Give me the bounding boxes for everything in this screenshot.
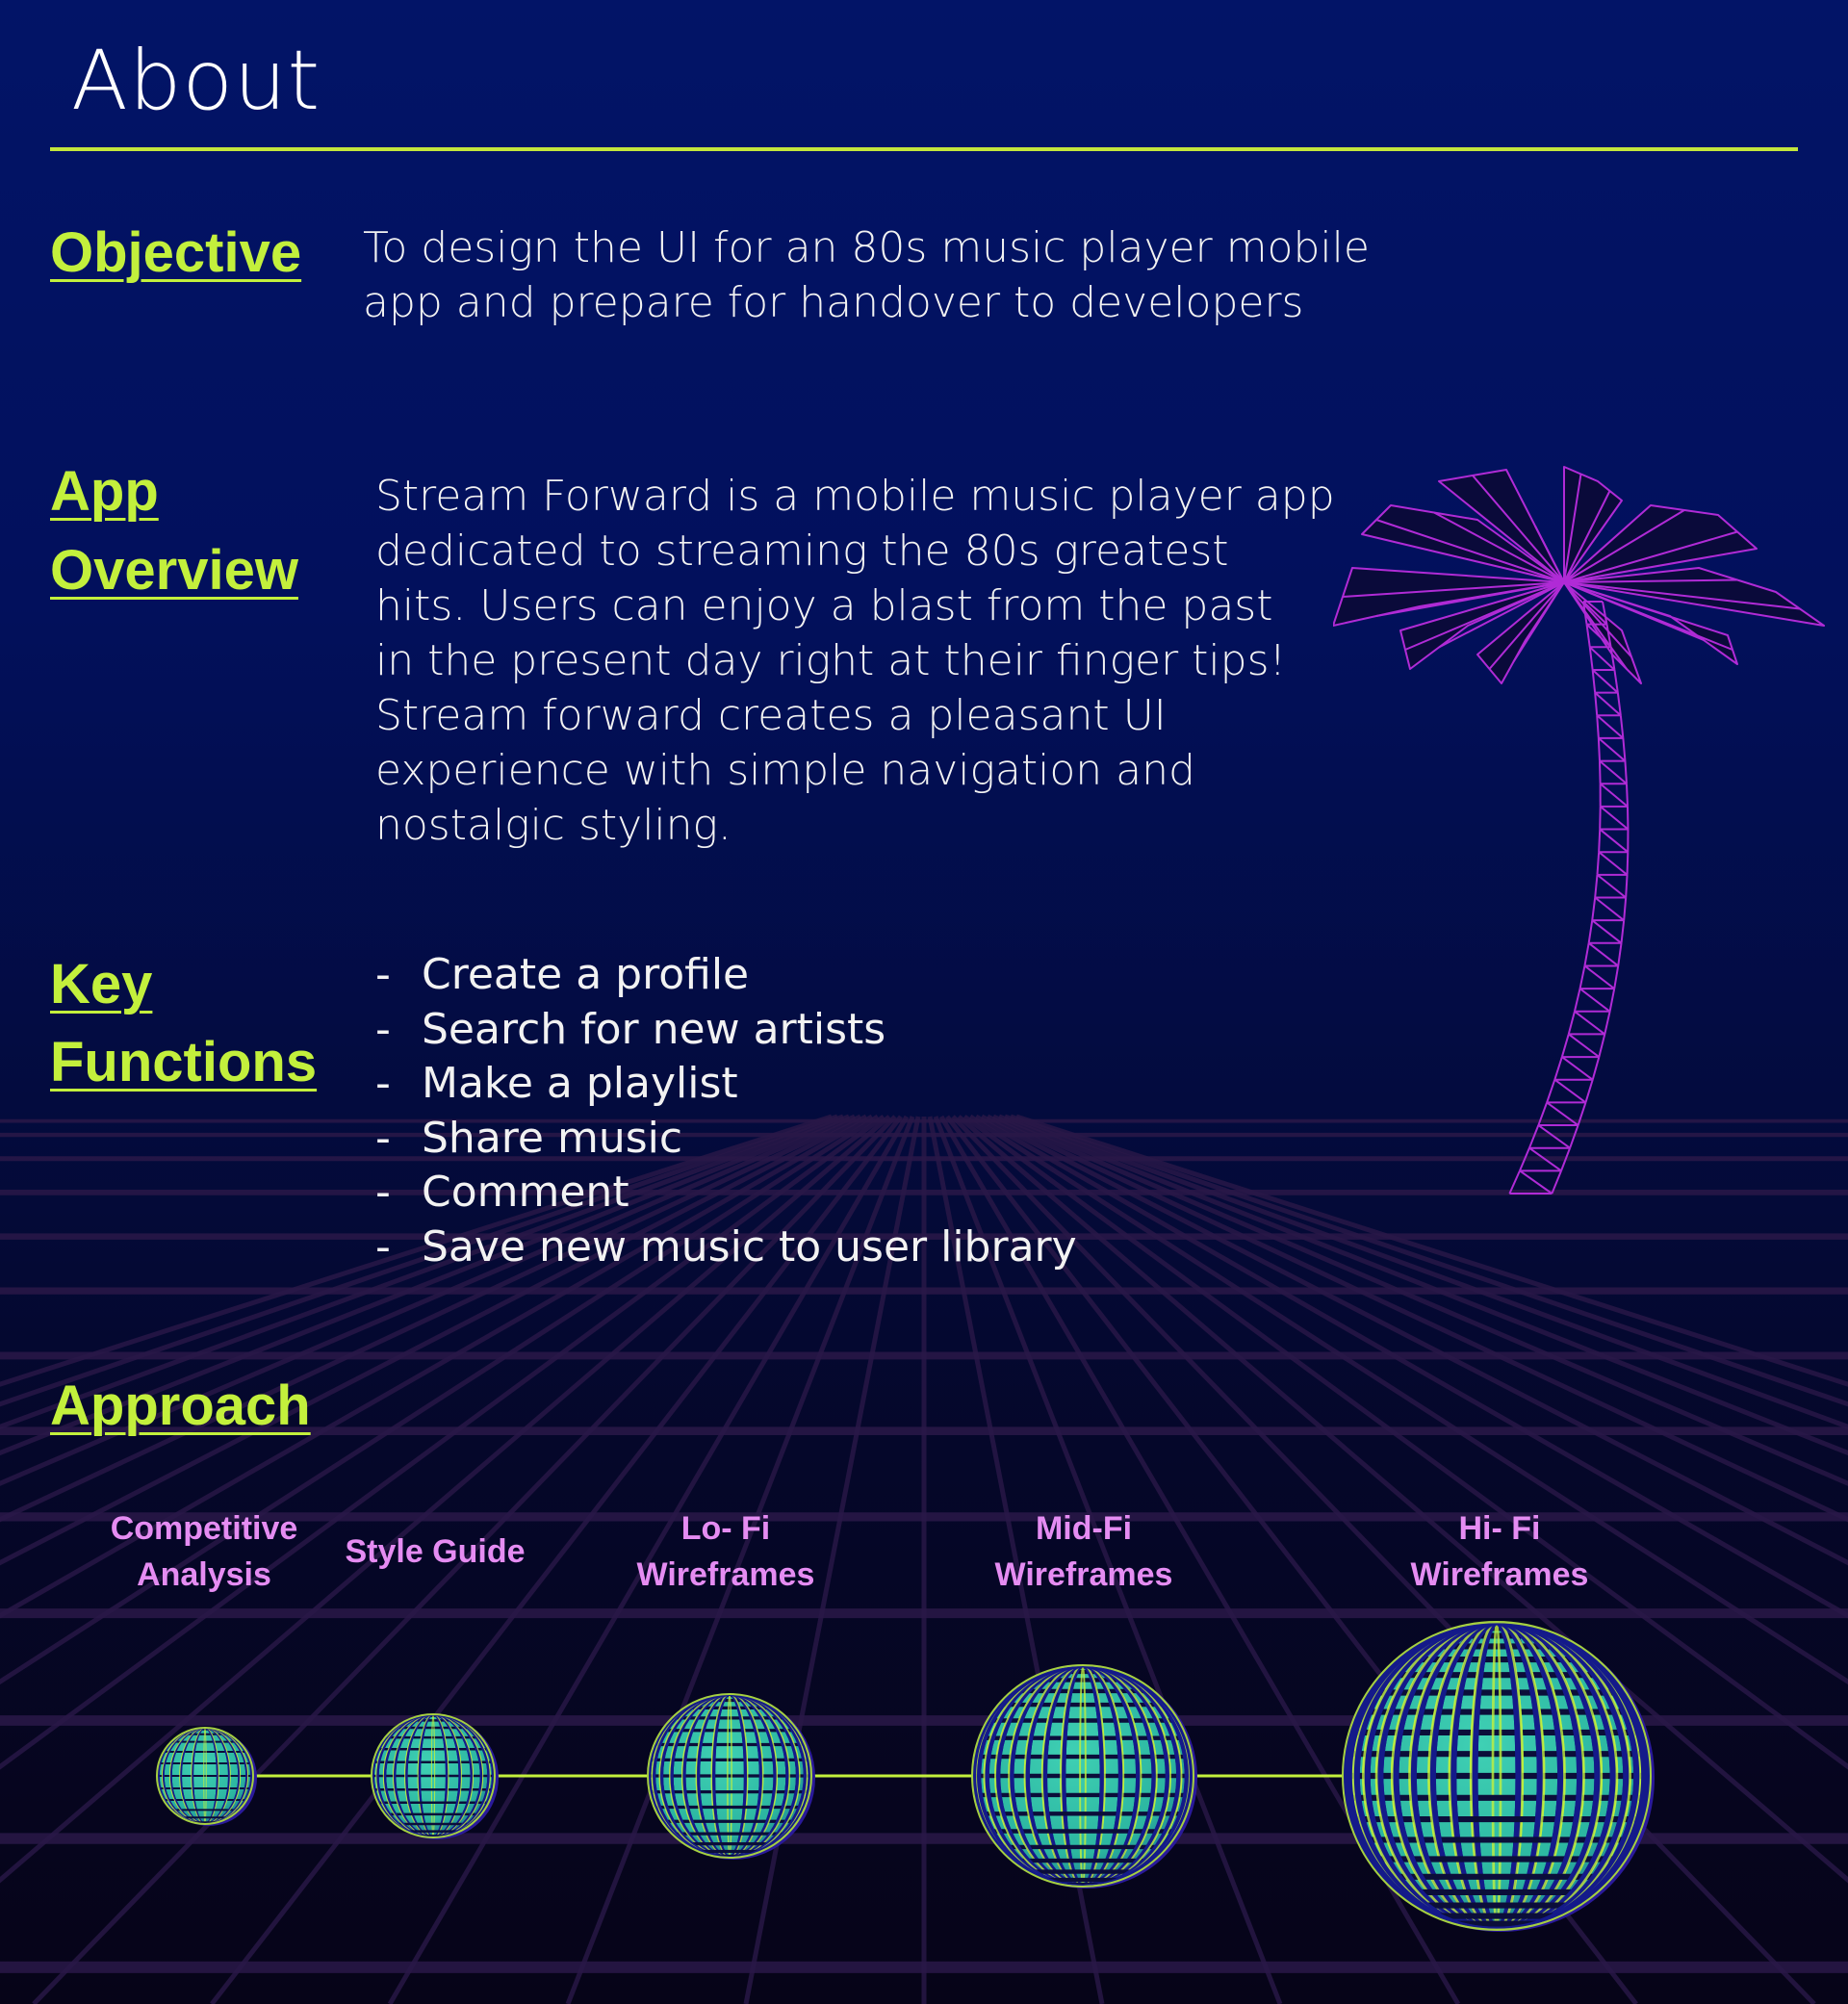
page-title: About: [71, 33, 321, 129]
key-functions-list: [375, 948, 1077, 1274]
list-item: - Comment: [375, 1168, 629, 1217]
step-label-hi-fi-wireframes: Hi- Fi Wireframes: [1410, 1510, 1589, 1593]
list-item-label: Save new music to user library: [422, 1221, 1077, 1272]
list-item-label: Create a profile: [422, 950, 750, 999]
disco-sphere-icon: [156, 1728, 257, 1826]
disco-sphere-icon: [1339, 1622, 1655, 1932]
list-item: - Share music: [375, 1113, 683, 1163]
list-item: - Create a profile: [375, 950, 750, 999]
disco-sphere-icon: [969, 1665, 1197, 1888]
list-item-label: Search for new artists: [422, 1004, 886, 1054]
step-label-competitive-analysis: Competitive Analysis: [110, 1510, 298, 1593]
objective-heading: Objective: [50, 221, 302, 284]
list-item: - Make a playlist: [375, 1059, 738, 1108]
overview-heading-line2: Overview: [50, 539, 298, 602]
key-functions-heading-line2: Functions: [50, 1031, 318, 1093]
list-item: - Save new music to user library: [375, 1221, 1077, 1272]
approach-heading: Approach: [50, 1375, 311, 1437]
key-functions-heading-line1: Key: [50, 953, 153, 1015]
palm-tree-wireframe-icon: [1333, 462, 1834, 1213]
overview-text: Stream Forward is a mobile music player app dedicated to streaming the 80s greatest hits. Users can enjoy a blast from the past in the present day right at their finger tips! Stream forward creates a pleasant UI experience with simple navigation and nostalgic styling.: [375, 472, 1335, 850]
step-label-mid-fi-wireframes: Mid-Fi Wireframes: [994, 1510, 1173, 1593]
disco-sphere-icon: [646, 1694, 815, 1860]
list-item-label: Share music: [422, 1113, 683, 1163]
approach-timeline: [0, 1617, 1848, 1964]
list-item: - Search for new artists: [375, 1004, 886, 1054]
overview-heading-line1: App: [50, 460, 159, 523]
list-item-label: Make a playlist: [422, 1059, 738, 1108]
objective-text: To design the UI for an 80s music player mobile app and prepare for handover to developers: [363, 223, 1370, 327]
list-item-label: Comment: [422, 1168, 629, 1217]
step-label-style-guide: Style Guide: [345, 1533, 526, 1570]
disco-sphere-icon: [370, 1714, 499, 1839]
step-label-lo-fi-wireframes: Lo- Fi Wireframes: [636, 1510, 815, 1593]
title-divider: [50, 147, 1798, 151]
